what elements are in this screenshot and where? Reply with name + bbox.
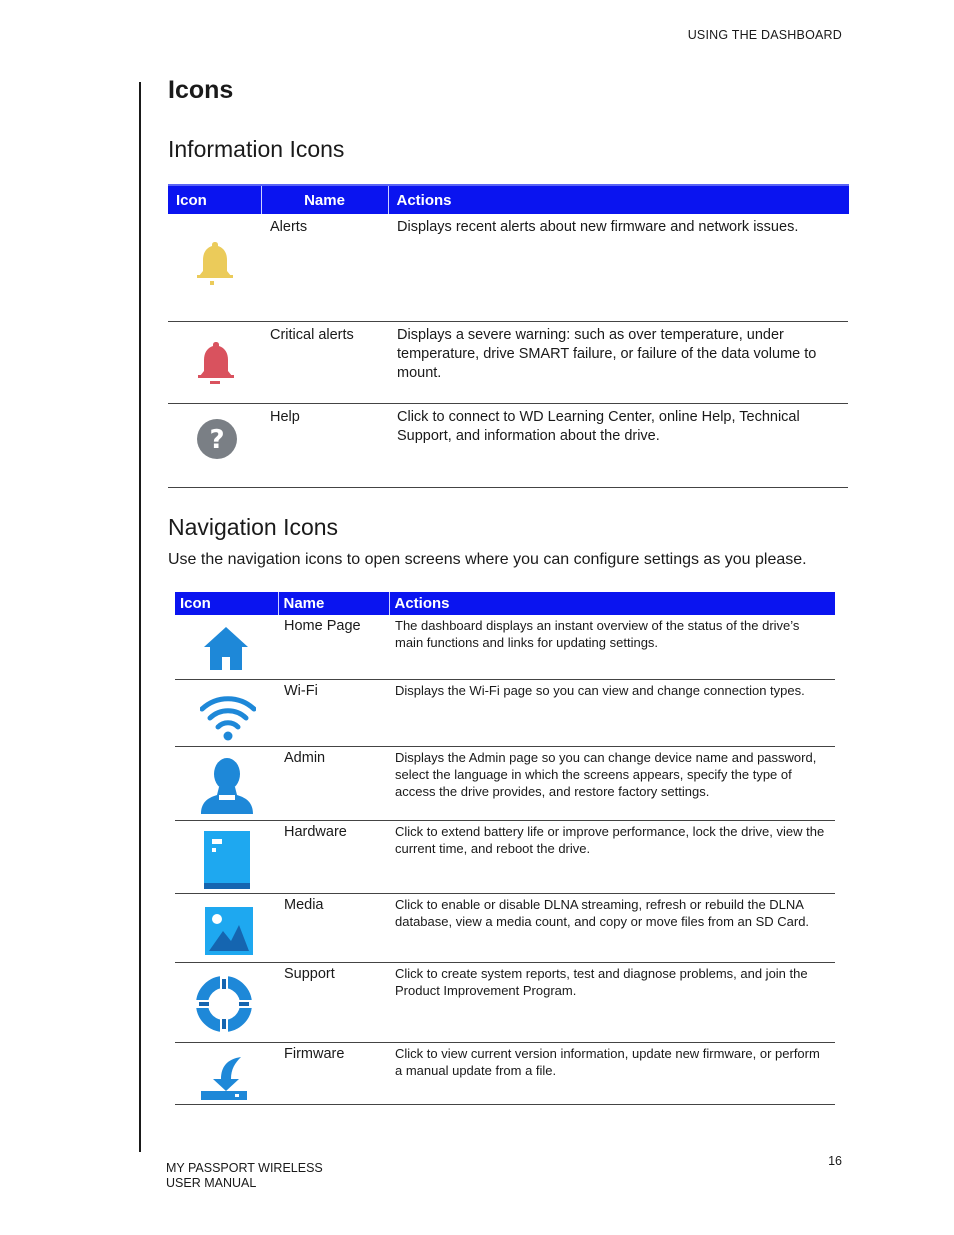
nav-actions-cell: The dashboard displays an instant overview of the status of the drive’s main functions and links for updating settings. <box>389 615 835 679</box>
column-header-icon: Icon <box>168 185 261 214</box>
home-icon <box>203 625 249 671</box>
icon-cell <box>175 962 278 1042</box>
info-name-cell: Critical alerts <box>261 321 388 403</box>
info-name-cell: Help <box>261 403 388 487</box>
information-icons-heading: Information Icons <box>168 136 345 162</box>
red-bell-icon <box>197 340 235 386</box>
table-row <box>175 679 835 746</box>
table-row <box>175 746 835 820</box>
column-header-actions: Actions <box>388 185 848 214</box>
nav-name-cell: Home Page <box>278 615 389 679</box>
running-head: USING THE DASHBOARD <box>687 28 842 42</box>
icon-cell <box>168 214 261 321</box>
table-row <box>168 214 848 321</box>
table-row <box>175 1042 835 1104</box>
nav-actions-cell: Displays the Admin page so you can change device name and password, select the language in which the screens appears, specify the type of access the drive provides, and restore factory settings. <box>389 746 835 820</box>
nav-name-cell: Firmware <box>278 1042 389 1104</box>
column-header-name: Name <box>261 185 388 214</box>
page-number: 16 <box>828 1154 842 1168</box>
navigation-intro-text: Use the navigation icons to open screens where you can configure settings as you please. <box>168 551 807 568</box>
section-title: Icons <box>168 76 234 104</box>
icon-cell <box>168 403 261 487</box>
nav-name-cell: Media <box>278 893 389 962</box>
help-icon <box>196 418 238 460</box>
footer-product: MY PASSPORT WIRELESS <box>166 1161 323 1175</box>
nav-actions-cell: Click to enable or disable DLNA streaming, refresh or rebuild the DLNA database, view a media count, and copy or move files from an SD Card. <box>389 893 835 962</box>
table-header-row <box>168 185 848 214</box>
table-header-row <box>175 592 835 615</box>
column-header-name: Name <box>278 592 389 615</box>
margin-rule <box>139 82 141 1152</box>
nav-name-cell: Support <box>278 962 389 1042</box>
hardware-icon <box>204 831 250 889</box>
icon-cell <box>168 321 261 403</box>
icon-cell <box>175 893 278 962</box>
navigation-icons-heading: Navigation Icons <box>168 514 339 540</box>
column-header-actions: Actions <box>389 592 835 615</box>
yellow-bell-icon <box>196 240 234 286</box>
firmware-download-icon <box>199 1055 249 1101</box>
footer-doc: USER MANUAL <box>166 1176 257 1190</box>
wifi-icon <box>200 695 256 741</box>
support-lifebuoy-icon <box>195 975 253 1033</box>
info-name-cell: Alerts <box>261 214 388 321</box>
icon-cell <box>175 679 278 746</box>
table-row <box>175 962 835 1042</box>
footer-title <box>166 1161 323 1191</box>
column-header-icon: Icon <box>175 592 278 615</box>
nav-actions-cell: Click to create system reports, test and diagnose problems, and join the Product Improvement Program. <box>389 962 835 1042</box>
svg-text:?: ? <box>209 424 225 455</box>
icon-cell <box>175 746 278 820</box>
info-actions-cell: Click to connect to WD Learning Center, online Help, Technical Support, and information about the drive. <box>388 403 848 487</box>
navigation-icons-table <box>175 592 835 1105</box>
nav-name-cell: Hardware <box>278 820 389 893</box>
nav-actions-cell: Click to extend battery life or improve performance, lock the drive, view the current time, and reboot the drive. <box>389 820 835 893</box>
nav-actions-cell: Click to view current version information, update new firmware, or perform a manual update from a file. <box>389 1042 835 1104</box>
table-row <box>175 893 835 962</box>
nav-actions-cell: Displays the Wi-Fi page so you can view and change connection types. <box>389 679 835 746</box>
nav-name-cell: Admin <box>278 746 389 820</box>
icon-cell <box>175 1042 278 1104</box>
icon-cell <box>175 615 278 679</box>
table-row <box>168 321 848 403</box>
table-row <box>175 615 835 679</box>
info-actions-cell: Displays a severe warning: such as over temperature, under temperature, drive SMART failure, or failure of the data volume to mount. <box>388 321 848 403</box>
info-actions-cell: Displays recent alerts about new firmware and network issues. <box>388 214 848 321</box>
table-row <box>175 820 835 893</box>
icon-cell <box>175 820 278 893</box>
nav-name-cell: Wi-Fi <box>278 679 389 746</box>
admin-user-icon <box>199 757 255 815</box>
information-icons-table <box>168 184 849 488</box>
table-row <box>168 403 848 487</box>
media-image-icon <box>205 907 253 955</box>
